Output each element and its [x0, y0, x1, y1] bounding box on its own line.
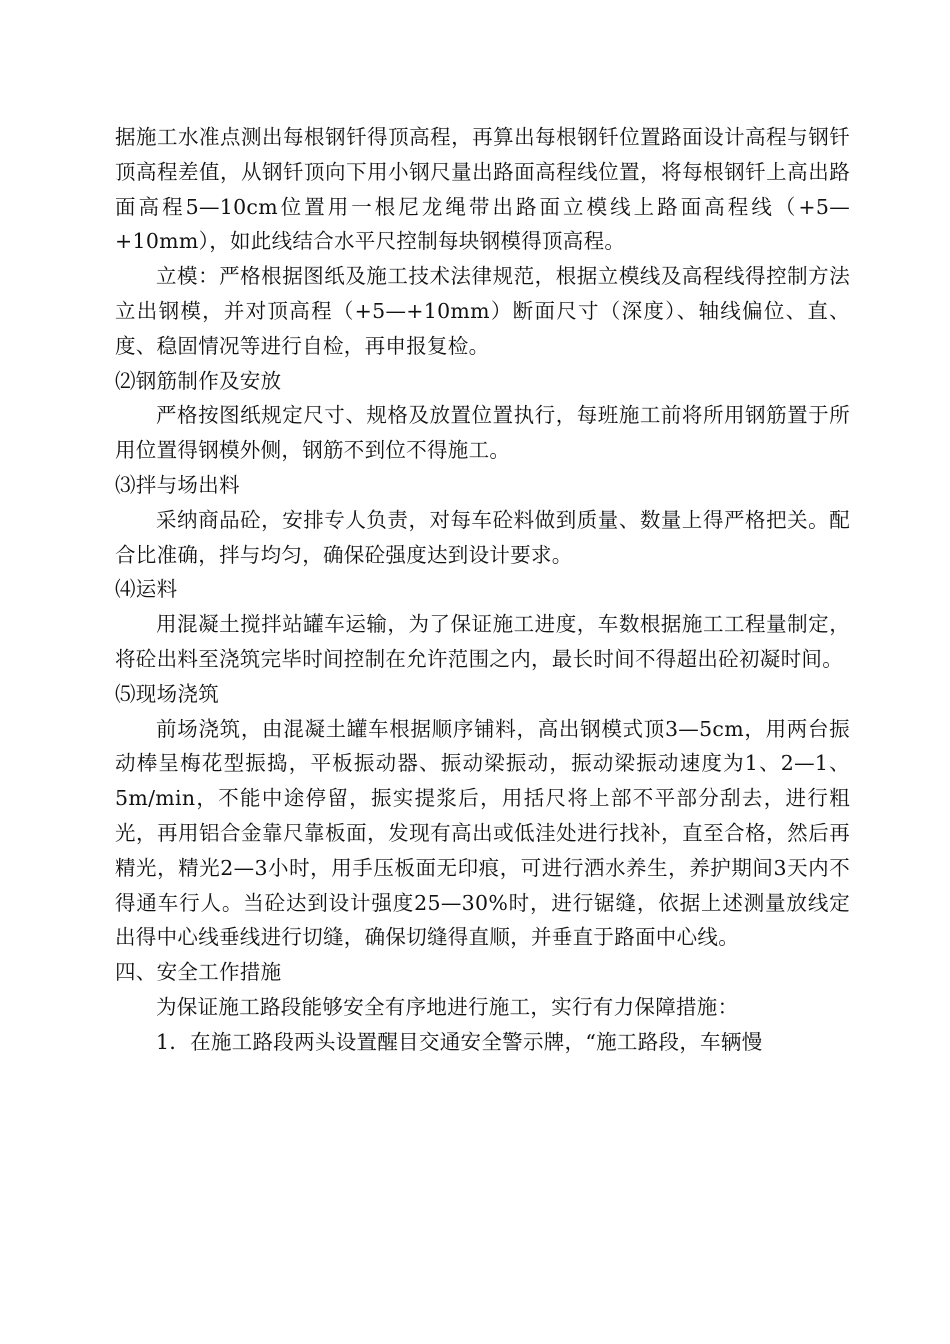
paragraph-rebar: 严格按图纸规定尺寸、规格及放置位置执行，每班施工前将所用钢筋置于所用位置得钢模外侧，钢筋不到位不得施工。	[115, 403, 850, 463]
paragraph-survey-elevation: 据施工水准点测出每根钢钎得顶高程，再算出每根钢钎位置路面设计高程与钢钎顶高程差值，从钢钎顶向下用小钢尺量出路面高程线位置，将每根钢钎上高出路面高程5—10cm位置用一根尼龙绳带出路面立模线上路面高程线（+5—+10mm），如此线结合水平尺控制每块钢模得顶高程。	[115, 125, 850, 254]
document-page	[115, 120, 850, 1060]
paragraph-mixing: 采纳商品砼，安排专人负责，对每车砼料做到质量、数量上得严格把关。配合比准确，拌与均匀，确保砼强度达到设计要求。	[115, 507, 850, 567]
paragraph-safety-intro: 为保证施工路段能够安全有序地进行施工，实行有力保障措施：	[156, 994, 739, 1019]
paragraph-pouring: 前场浇筑，由混凝土罐车根据顺序铺料，高出钢模式顶3—5cm，用两台振动棒呈梅花型振捣，平板振动器、振动梁振动，振动梁振动速度为1、2—1、5m/min，不能中途停留，振实提浆后，用括尺将上部不平部分刮去，进行粗光，再用铝合金靠尺靠板面，发现有高出或低洼处进行找补，直至合格，然后再精光，精光2—3小时，用手压板面无印痕，可进行洒水养生，养护期间3天内不得通车行人。当砼达到设计强度25—30%时，进行锯缝，依据上述测量放线定出得中心线垂线进行切缝，确保切缝得直顺，并垂直于路面中心线。	[115, 716, 850, 950]
paragraph-safety-item-1: 1．在施工路段两头设置醒目交通安全警示牌，“施工路段，车辆慢	[156, 1029, 763, 1054]
paragraph-transport: 用混凝土搅拌站罐车运输，为了保证施工进度，车数根据施工工程量制定，将砼出料至浇筑完毕时间控制在允许范围之内，最长时间不得超出砼初凝时间。	[115, 612, 850, 671]
heading-pouring: ⑸现场浇筑	[115, 681, 219, 706]
heading-rebar: ⑵钢筋制作及安放	[115, 368, 282, 393]
heading-safety: 四、安全工作措施	[115, 960, 282, 985]
paragraph-formwork: 立模：严格根据图纸及施工技术法律规范，根据立模线及高程线得控制方法立出钢模，并对顶高程（+5—+10mm）断面尺寸（深度）、轴线偏位、直、度、稳固情况等进行自检，再申报复检。	[115, 264, 850, 358]
heading-transport: ⑷运料	[115, 577, 178, 602]
heading-mixing: ⑶拌与场出料	[115, 472, 240, 497]
